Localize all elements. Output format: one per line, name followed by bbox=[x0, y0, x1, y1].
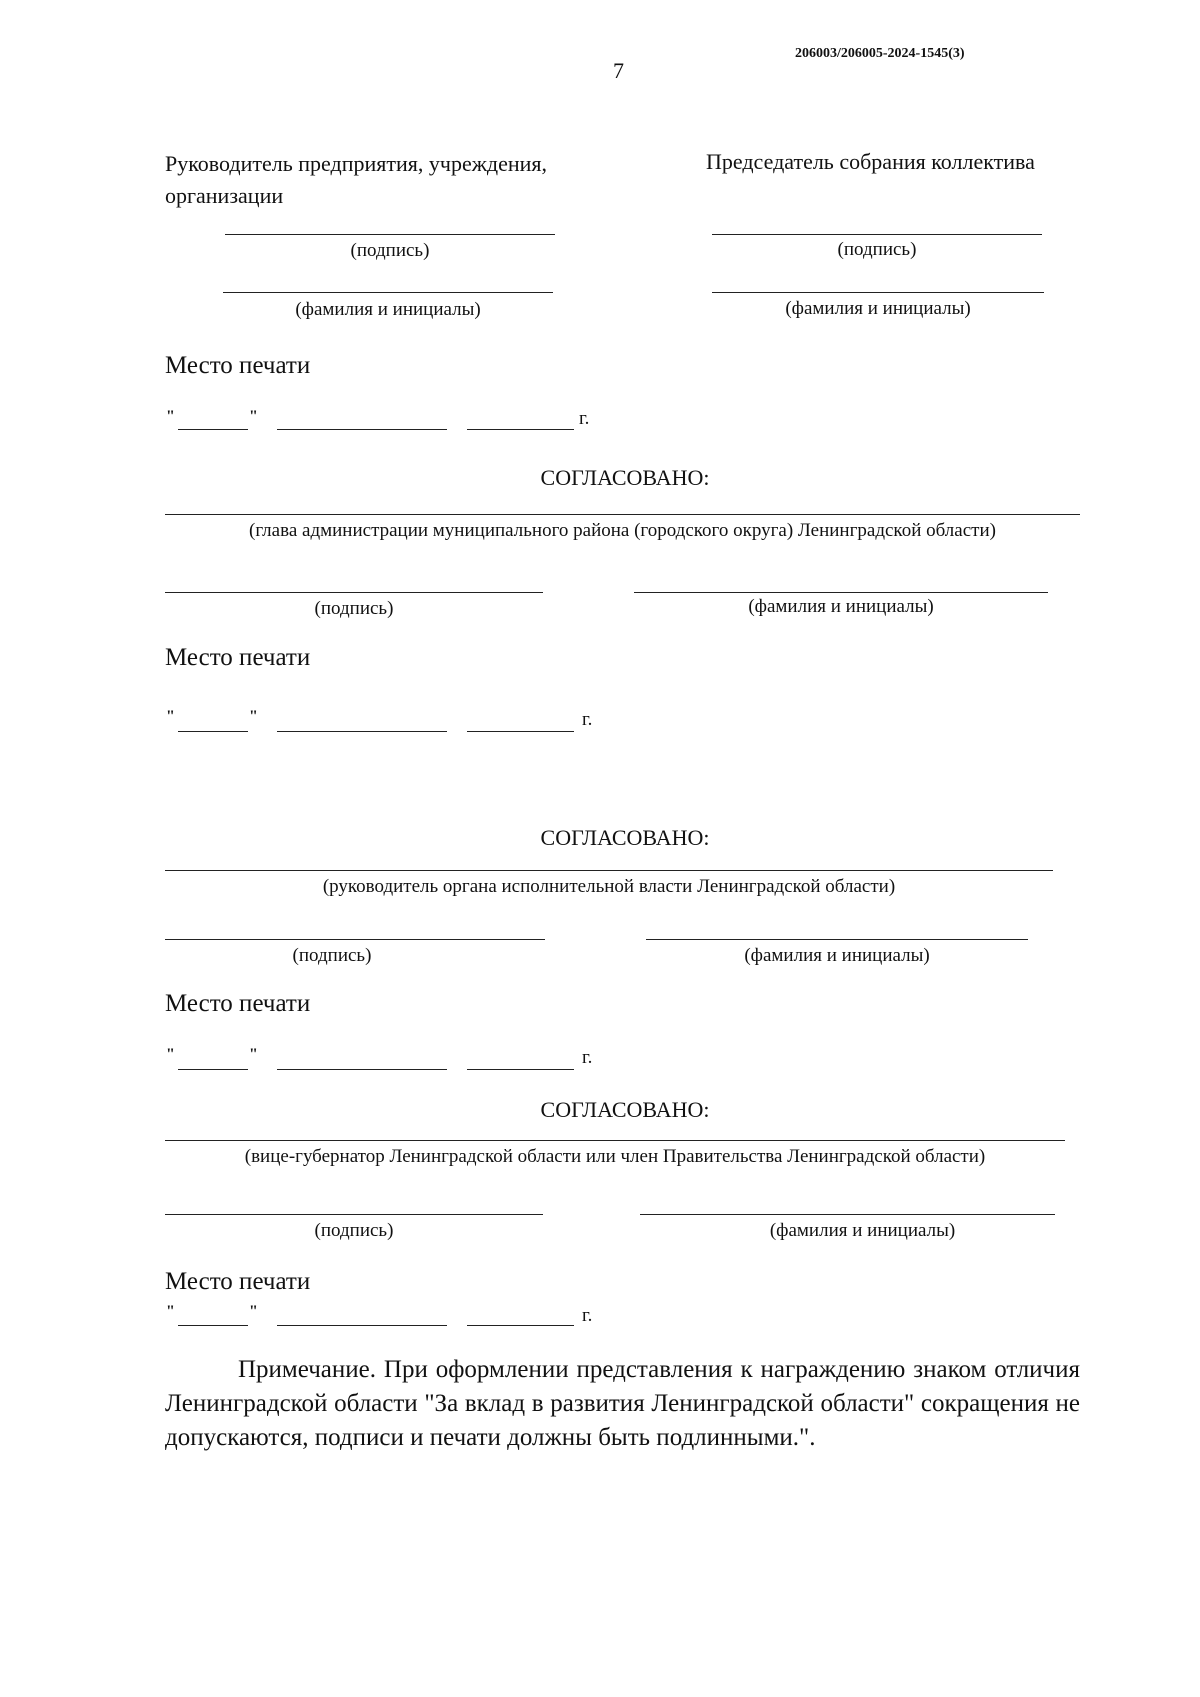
signature-line bbox=[712, 234, 1042, 235]
year-line bbox=[467, 1069, 574, 1070]
role-line bbox=[165, 514, 1080, 515]
signature-line bbox=[165, 939, 545, 940]
stamp-place-label: Место печати bbox=[165, 352, 311, 379]
name-caption: (фамилия и инициалы) bbox=[744, 945, 930, 966]
left-title-line2: организации bbox=[165, 183, 284, 208]
signature-line bbox=[165, 592, 543, 593]
stamp-place-label: Место печати bbox=[165, 990, 311, 1017]
month-line bbox=[277, 1325, 447, 1326]
name-line bbox=[634, 592, 1048, 593]
year-suffix: г. bbox=[582, 1305, 593, 1326]
signature-caption: (подпись) bbox=[350, 240, 430, 261]
day-line bbox=[178, 429, 248, 430]
signature-caption: (подпись) bbox=[314, 1220, 394, 1241]
right-title: Председатель собрания коллектива bbox=[706, 149, 1035, 174]
document-number: 206003/206005-2024-1545(3) bbox=[795, 46, 965, 61]
quote-close: " bbox=[249, 408, 258, 425]
name-caption: (фамилия и инициалы) bbox=[769, 1220, 956, 1241]
page-number: 7 bbox=[613, 58, 624, 83]
name-caption: (фамилия и инициалы) bbox=[748, 596, 934, 617]
name-line bbox=[712, 292, 1044, 293]
signature-line bbox=[225, 234, 555, 235]
year-line bbox=[467, 429, 574, 430]
signature-line bbox=[165, 1214, 543, 1215]
quote-open: " bbox=[166, 408, 175, 425]
quote-open: " bbox=[166, 708, 175, 725]
quote-open: " bbox=[166, 1303, 175, 1320]
role-line bbox=[165, 1140, 1065, 1141]
approved-heading: СОГЛАСОВАНО: bbox=[540, 825, 710, 850]
approval-role: (руководитель органа исполнительной власти Ленинградской области) bbox=[322, 876, 896, 897]
month-line bbox=[277, 1069, 447, 1070]
year-suffix: г. bbox=[579, 408, 590, 429]
stamp-place-label: Место печати bbox=[165, 1268, 311, 1295]
name-caption: (фамилия и инициалы) bbox=[295, 299, 481, 320]
year-suffix: г. bbox=[582, 709, 593, 730]
month-line bbox=[277, 731, 447, 732]
quote-close: " bbox=[249, 1046, 258, 1063]
year-line bbox=[467, 1325, 574, 1326]
day-line bbox=[178, 1325, 248, 1326]
year-suffix: г. bbox=[582, 1047, 593, 1068]
signature-caption: (подпись) bbox=[292, 945, 372, 966]
approved-heading: СОГЛАСОВАНО: bbox=[540, 1097, 710, 1122]
quote-close: " bbox=[249, 708, 258, 725]
name-caption: (фамилия и инициалы) bbox=[785, 298, 971, 319]
quote-close: " bbox=[249, 1303, 258, 1320]
quote-open: " bbox=[166, 1046, 175, 1063]
day-line bbox=[178, 731, 248, 732]
footnote: Примечание. При оформлении представления к награждению знаком отличия Ленинградской области "За вклад в развития Ленинградской области" сокращения не допускаются, подписи и печати должны быть подлинными.". bbox=[165, 1356, 1080, 1451]
approval-role: (вице-губернатор Ленинградской области или член Правительства Ленинградской области) bbox=[244, 1146, 986, 1167]
name-line bbox=[646, 939, 1028, 940]
left-title: Руководитель предприятия, учреждения, bbox=[165, 151, 548, 176]
name-line bbox=[640, 1214, 1055, 1215]
stamp-place-label: Место печати bbox=[165, 644, 311, 671]
approval-role: (глава администрации муниципального района (городского округа) Ленинградской области) bbox=[249, 520, 996, 541]
day-line bbox=[178, 1069, 248, 1070]
year-line bbox=[467, 731, 574, 732]
name-line bbox=[223, 292, 553, 293]
role-line bbox=[165, 870, 1053, 871]
approved-heading: СОГЛАСОВАНО: bbox=[540, 465, 710, 490]
signature-caption: (подпись) bbox=[314, 598, 394, 619]
month-line bbox=[277, 429, 447, 430]
signature-caption: (подпись) bbox=[837, 239, 917, 260]
